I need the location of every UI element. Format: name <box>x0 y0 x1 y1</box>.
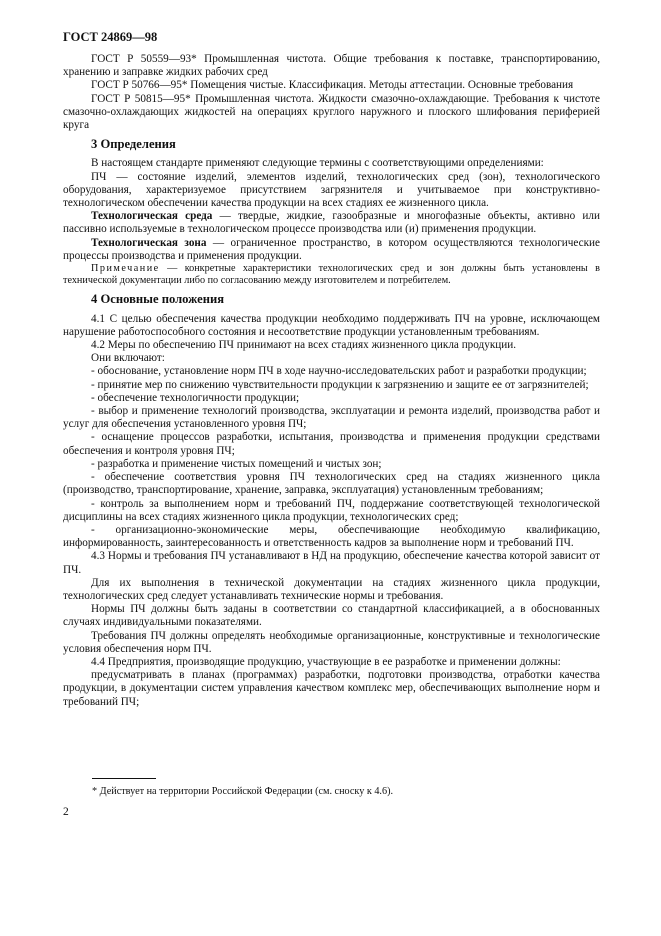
term: Технологическая среда <box>91 210 213 223</box>
paragraph: предусматривать в планах (программах) разработки, подготовки производства, отработки качества продукции, в документации систем управления качеством комплекс мер, обеспечивающих выполнение норм и требований ПЧ; <box>63 669 600 708</box>
note <box>63 263 600 287</box>
list-item: - выбор и применение технологий производства, эксплуатации и ремонта изделий, производства работ и услуг для обеспечения установленного уровня ПЧ; <box>63 405 600 431</box>
document-header: ГОСТ 24869—98 <box>63 30 158 44</box>
term-definition: — твердые, жидкие, газообразные и многофазные объекты, активно или пассивно используемые в технологическом процессе производства или (и) применения продукции. <box>63 210 600 236</box>
page-number: 2 <box>63 806 69 818</box>
list-item: - обеспечение технологичности продукции; <box>91 391 300 404</box>
definition-pch: ПЧ — состояние изделий, элементов изделий, технологических сред (зон), технологического оборудования, характеризуемое присутствием загрязнителя и учитываемое при конструктивно-технологическом обеспечении качества продукции на всех стадиях ее жизненного цикла. <box>63 170 600 210</box>
section-4-heading: 4 Основные положения <box>91 292 225 307</box>
footnote-divider <box>92 778 156 779</box>
clause-4-2: 4.2 Меры по обеспечению ПЧ принимают на всех стадиях жизненного цикла продукции. <box>91 339 517 352</box>
term: Технологическая зона <box>91 236 207 249</box>
list-item: - принятие мер по снижению чувствительности продукции к загрязнению и защите ее от загрязнителей; <box>91 378 589 391</box>
list-item: - обоснование, установление норм ПЧ в ходе научно-исследовательских работ и разработки продукции; <box>91 365 587 378</box>
paragraph: Требования ПЧ должны определять необходимые организационные, конструктивные и технологические условия обеспечения норм ПЧ. <box>63 629 600 655</box>
list-item: - обеспечение соответствия уровня ПЧ технологических сред на стадиях жизненного цикла (производство, транспортирование, хранение, заправка, эксплуатация) установленным требованиям; <box>63 471 600 497</box>
list-item: - оснащение процессов разработки, испытания, производства и применения продукции средствами обеспечения и контроля уровня ПЧ; <box>63 431 600 457</box>
note-text: — конкретные характеристики технологических сред и зон должны быть установлены в технической документации либо по согласованию между изготовителем и потребителем. <box>63 263 600 287</box>
section-3-heading: 3 Определения <box>91 137 176 152</box>
definition-tech-environment <box>63 210 600 236</box>
reference-item: ГОСТ Р 50559—93* Промышленная чистота. Общие требования к поставке, транспортированию, хранению и заправке жидких рабочих сред <box>63 53 600 79</box>
note-label: Примечание <box>91 263 160 275</box>
page-content <box>63 53 600 709</box>
paragraph: Для их выполнения в технической документации на стадиях жизненного цикла продукции, технологических сред следует устанавливать технические нормы и требования. <box>63 576 600 602</box>
list-item: - контроль за выполнением норм и требований ПЧ, поддержание соответствующей технологической дисциплины на всех стадиях жизненного цикла продукции, технологических сред; <box>63 497 600 523</box>
clause-4-4: 4.4 Предприятия, производящие продукцию, участвующие в ее разработке и применении должны: <box>91 655 561 668</box>
reference-item: ГОСТ Р 50766—95* Помещения чистые. Классификация. Методы аттестации. Основные требования <box>91 79 574 92</box>
list-item: - разработка и применение чистых помещений и чистых зон; <box>91 457 382 470</box>
term-definition: — ограниченное пространство, в котором осуществляются технологические процессы производства и применения продукции. <box>63 236 601 262</box>
clause-4-3: 4.3 Нормы и требования ПЧ устанавливают в НД на продукцию, обеспечение качества которой зависит от ПЧ. <box>63 550 600 576</box>
clause-4-1: 4.1 С целью обеспечения качества продукции необходимо поддерживать ПЧ на уровне, исключающем нарушение работоспособного состояния и несоответствие продукции установленным требованиям. <box>63 312 600 338</box>
footnote: * Действует на территории Российской Федерации (см. сноску к 4.6). <box>92 786 394 797</box>
definition-tech-zone <box>63 237 600 263</box>
reference-item: ГОСТ Р 50815—95* Промышленная чистота. Жидкости смазочно-охлаждающие. Требования к чистоте смазочно-охлаждающих жидкостей на операциях круглого наружного и плоского шлифования периферией круга <box>63 92 600 132</box>
list-item: - организационно-экономические меры, обеспечивающие необходимую квалификацию, информированность, заинтересованность и ответственность кадров за выполнение норм и требований ПЧ. <box>63 523 600 550</box>
paragraph: Нормы ПЧ должны быть заданы в соответствии со стандартной классификацией, а в обоснованных случаях индивидуальными показателями. <box>63 603 600 629</box>
section-3-intro: В настоящем стандарте применяют следующие термины с соответствующими определениями: <box>91 157 544 170</box>
clause-4-2-lead: Они включают: <box>91 352 165 365</box>
